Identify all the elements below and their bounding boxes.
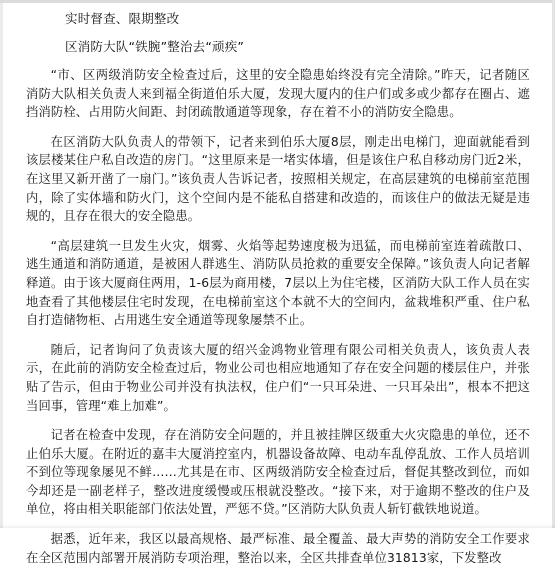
window-left-edge bbox=[0, 0, 3, 528]
article-heading-secondary: 区消防大队“铁腕”整治去“顽疾” bbox=[65, 39, 245, 54]
article-paragraph: “高层建筑一旦发生火灾，烟雾、火焰等起势速度极为迅猛，而电梯前室连着疏散口、逃生通道和消防通道，是被困人群逃生、消防队员抢救的重要安全保障。”该负责人向记者解释道。由于该大厦商住两用，1-6层为商用楼，7层以上为住宅楼，区消防大队工作人员在实地查看了其他楼层住宅时发现，在电梯前室这个本就不大的空间内，盆栽堆积严重、住户私自打造储物柜、占用逃生安全通道等现象屡禁不止。 bbox=[26, 238, 530, 328]
article-paragraph: “市、区两级消防安全检查过后，这里的安全隐患始终没有完全清除。”昨天，记者随区消防大队相关负责人来到福全街道伯乐大厦，发现大厦内的住户们或多或少都存在圈占、遮挡消防栓、占用防火间距、封闭疏散通道等现象，存在着不小的消防安全隐患。 bbox=[26, 68, 530, 120]
article-paragraph: 随后，记者询问了负责该大厦的绍兴金鸿物业管理有限公司相关负责人，该负责人表示，在此前的消防安全检查过后，物业公司也相应地通知了存在安全问题的楼层住户，并张贴了告示，但由于物业公司并没有执法权，住户们“一只耳朵进、一只耳朵出”，根本不把这当回事，管理“难上加难”。 bbox=[26, 342, 530, 413]
article-paragraph: 在区消防大队负责人的带领下，记者来到伯乐大厦8层，刚走出电梯门，迎面就能看到该层楼某住户私自改造的房门。“这里原来是一堵实体墙，但是该住户私自移动房门近2米，在这里又新开凿了一扇门。”该负责人告诉记者，按照相关规定，在高层建筑的电梯前室范围内，除了实体墙和防火门，这个空间内是不能私自搭建和改造的，而该住户的做法无疑是违规的，且存在很大的安全隐患。 bbox=[26, 134, 530, 224]
article-paragraph: 据悉，近年来，我区以最高规格、最严标准、最全覆盖、最大声势的消防安全工作要求在全区范围内部署开展消防专项治理，整治以来，全区共排查单位31813家，下发整改 bbox=[26, 532, 530, 565]
article-heading-primary: 实时督查、限期整改 bbox=[65, 11, 180, 26]
article bbox=[26, 10, 530, 567]
article-paragraph: 记者在检查中发现，存在消防安全问题的，并且被挂牌区级重大火灾隐患的单位，还不止伯乐大厦。在附近的嘉丰大厦消控室内，机器设备故障、电动车乱停乱放、工作人员培训不到位等现象屡见不鲜……尤其是在市、区两级消防安全检查过后，督促其整改到位，而如今却还是一副老样子，整改进度缓慢或压根就没整改。“接下来，对于逾期不整改的住户及单位，将由相关职能部门依法处置，严惩不贷。”区消防大队负责人斩钉截铁地说道。 bbox=[26, 428, 530, 517]
bottom-fade bbox=[0, 524, 555, 528]
window-top-edge bbox=[0, 0, 555, 3]
